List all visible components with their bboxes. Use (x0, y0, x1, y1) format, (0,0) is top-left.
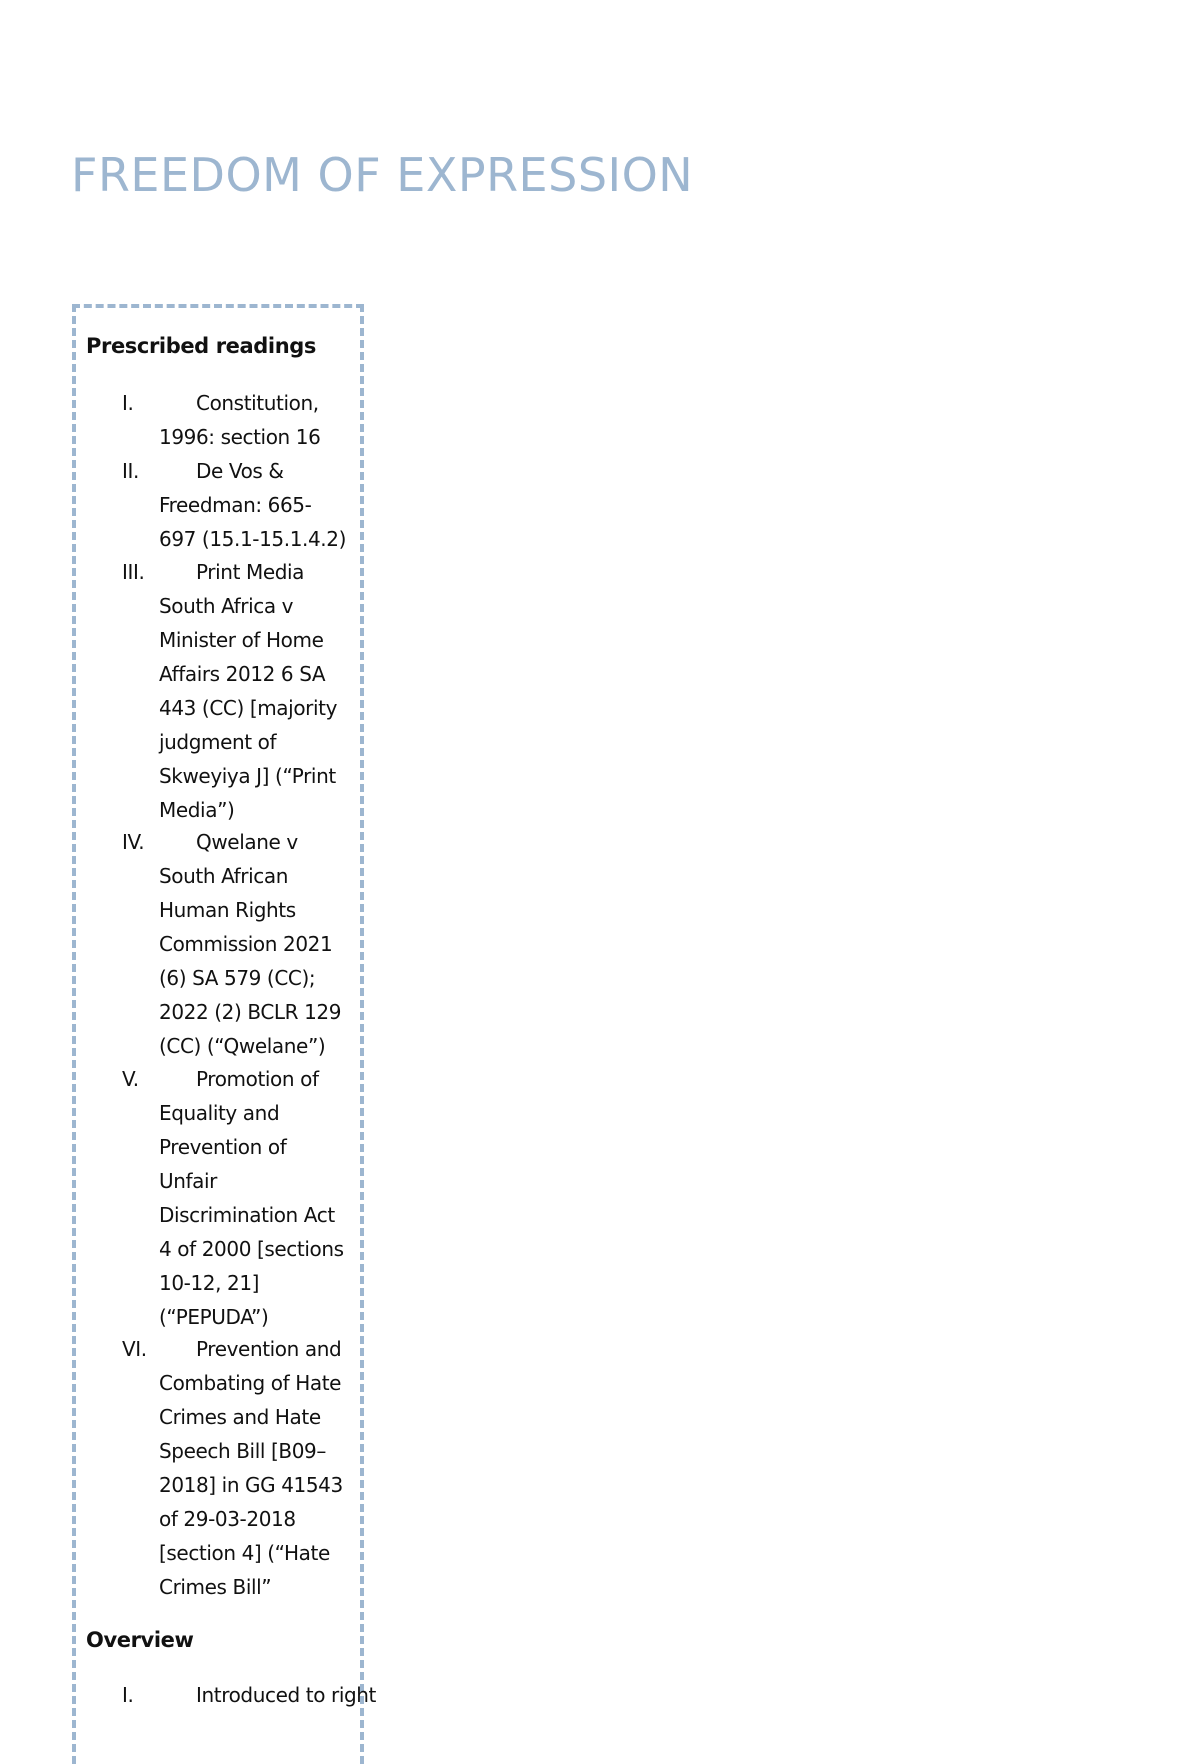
page-title: FREEDOM OF EXPRESSION (71, 148, 694, 202)
reading-item (122, 555, 362, 827)
reading-item-text-line: judgment of (159, 730, 277, 754)
reading-item (122, 1062, 362, 1334)
reading-item-text-line: 697 (15.1-15.1.4.2) (159, 526, 346, 551)
reading-item-text-line: Media”) (159, 798, 235, 822)
reading-item-text-line: South African (159, 864, 288, 889)
reading-item-text-line: 1996: section 16 (159, 425, 321, 449)
reading-item-text-line: Print Media (196, 560, 305, 584)
reading-item-text-line: Combating of Hate (159, 1371, 342, 1396)
reading-item-text-line: (CC) (“Qwelane”) (159, 1034, 326, 1059)
reading-item-text-line: Discrimination Act (159, 1203, 335, 1227)
reading-item-text-line: 4 of 2000 [sections (159, 1237, 344, 1261)
reading-item-text-line: Speech Bill [B09– (159, 1439, 326, 1464)
reading-item-numeral: I. (122, 391, 134, 415)
reading-item-text-line: of 29-03-2018 (159, 1507, 296, 1532)
overview-item-text-line: Introduced to right (196, 1683, 376, 1707)
reading-item-numeral: IV. (122, 830, 145, 855)
reading-item-text-line: Prevention and (196, 1337, 342, 1362)
reading-item-text-line: 2022 (2) BCLR 129 (159, 1000, 342, 1025)
reading-item-text-line: Promotion of (196, 1067, 319, 1091)
reading-item-text-line: [section 4] (“Hate (159, 1541, 330, 1566)
reading-item-text-line: 443 (CC) [majority (159, 696, 338, 720)
reading-item (122, 1332, 362, 1604)
reading-item-text-line: Skweyiya J] (“Print (159, 764, 336, 788)
reading-item-numeral: III. (122, 560, 145, 584)
reading-item-text-line: De Vos & (196, 458, 284, 483)
prescribed-readings-heading: Prescribed readings (86, 334, 316, 358)
reading-item-text-line: Commission 2021 (159, 932, 333, 957)
reading-item-text-line: 10-12, 21] (159, 1271, 260, 1295)
reading-item-text-line: Crimes and Hate (159, 1405, 321, 1430)
overview-item-numeral: I. (122, 1683, 134, 1707)
reading-item-text-line: Constitution, (196, 391, 319, 415)
reading-item (122, 825, 362, 1063)
reading-item-numeral: VI. (122, 1337, 147, 1362)
reading-item-text-line: Human Rights (159, 898, 296, 923)
reading-item (122, 386, 362, 454)
reading-item-numeral: II. (122, 458, 139, 483)
overview-heading: Overview (86, 1628, 194, 1652)
reading-item-text-line: (6) SA 579 (CC); (159, 966, 316, 991)
reading-item-text-line: Equality and (159, 1101, 280, 1125)
reading-item-text-line: South Africa v (159, 594, 294, 618)
reading-item-text-line: Freedman: 665- (159, 492, 312, 517)
reading-item-text-line: Minister of Home (159, 628, 324, 652)
reading-item (122, 454, 362, 556)
reading-item-numeral: V. (122, 1067, 139, 1091)
overview-item (122, 1678, 376, 1712)
reading-item-text-line: Prevention of (159, 1135, 287, 1159)
reading-item-text-line: Crimes Bill” (159, 1575, 272, 1600)
reading-item-text-line: Unfair (159, 1169, 217, 1193)
reading-item-text-line: (“PEPUDA”) (159, 1305, 269, 1329)
reading-item-text-line: 2018] in GG 41543 (159, 1473, 343, 1498)
reading-item-text-line: Qwelane v (196, 830, 298, 855)
reading-item-text-line: Affairs 2012 6 SA (159, 662, 326, 686)
